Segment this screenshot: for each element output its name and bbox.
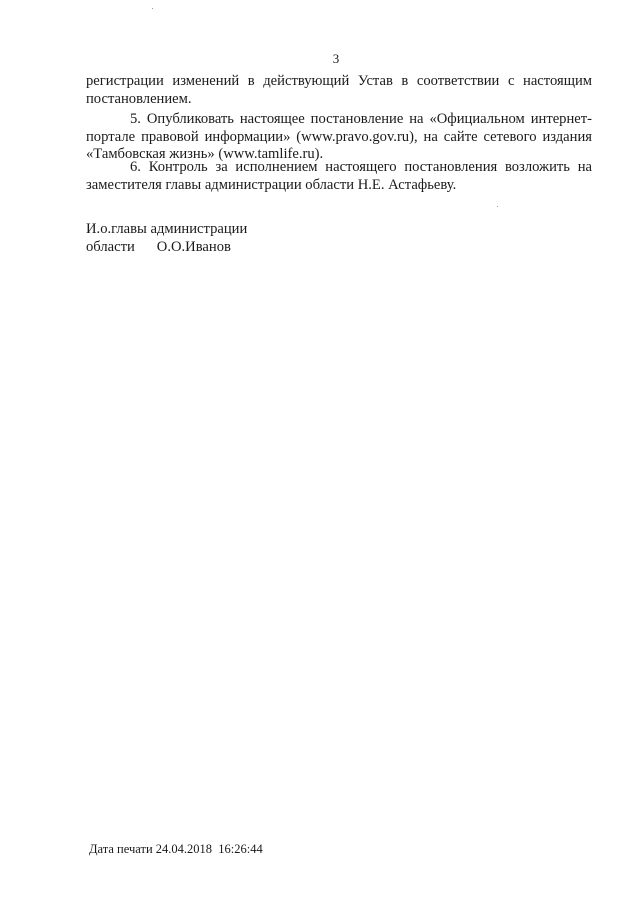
signatory-name: О.О.Иванов xyxy=(156,239,231,255)
signature-block xyxy=(86,220,247,256)
print-date-value: 24.04.2018 xyxy=(155,842,213,856)
signatory-title: И.о.главы администрации xyxy=(86,221,248,237)
paragraph-5-publication: 5. Опубликовать настоящее постановление на «Официальном интернет-портале правовой информации» (www.pravo.gov.ru), на сайте сетевого издания «Тамбовская жизнь» (www.tamlife.ru). xyxy=(86,111,592,162)
page-number: 3 xyxy=(332,51,340,66)
print-date-footer xyxy=(89,842,263,857)
signatory-region: области xyxy=(86,239,135,255)
paragraph-6-control: 6. Контроль за исполнением настоящего постановления возложить на заместителя главы администрации области Н.Е. Астафьеву. xyxy=(86,159,592,193)
print-time-value: 16:26:44 xyxy=(218,842,263,856)
signatory-line xyxy=(86,238,247,256)
print-date-label: Дата печати xyxy=(89,842,153,856)
paragraph-continued: регистрации изменений в действующий Устав в соответствии с настоящим постановлением. xyxy=(86,73,592,107)
scan-speck xyxy=(497,206,498,207)
scan-speck xyxy=(152,8,153,9)
